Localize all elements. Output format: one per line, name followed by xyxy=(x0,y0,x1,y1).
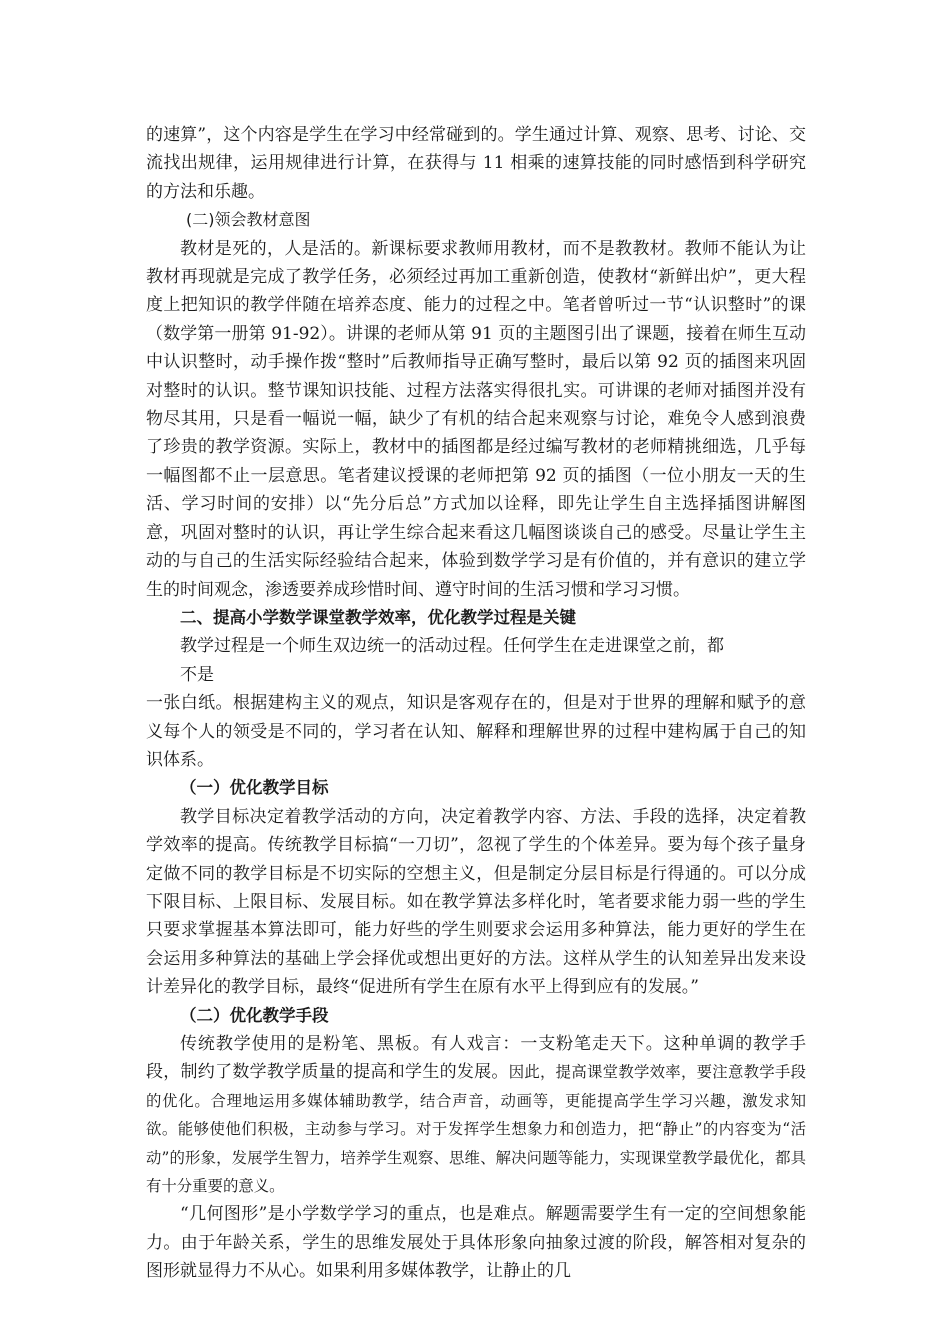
paragraph-continuation: 的速算”，这个内容是学生在学习中经常碰到的。学生通过计算、观察、思考、讨论、交流找出规律，运用规律进行计算，在获得与 11 相乘的速算技能的同时感悟到科学研究的方法和乐趣。 xyxy=(146,125,806,202)
paragraph-teaching-process-rest: 一张白纸。根据建构主义的观点，知识是客观存在的，但是对于世界的理解和赋予的意义每个人的领受是不同的，学习者在认知、解释和理解世界的过程中建构属于自己的知识体系。 xyxy=(146,693,806,770)
subheading-understand-textbook-intent: (二)领会教材意图 xyxy=(186,210,311,230)
subheading-optimize-means: （二）优化教学手段 xyxy=(180,1005,329,1025)
paragraph-optimize-means xyxy=(146,1030,806,1200)
paragraph-optimize-goals: 教学目标决定着教学活动的方向，决定着教学内容、方法、手段的选择，决定着教学效率的提高。传统教学目标搞“一刀切”，忽视了学生的个体差异。要为每个孩子量身定做不同的教学目标是不切实际的空想主义，但是制定分层目标是行得通的。可以分成下限目标、上限目标、发展目标。如在教学算法多样化时，笔者要求能力弱一些的学生只要求掌握基本算法即可，能力好些的学生则要求会运用多种算法，能力更好的学生在会运用多种算法的基础上学会择优或想出更好的方法。这样从学生的认知差异出发来设计差异化的教学目标，最终“促进所有学生在原有水平上得到应有的发展。” xyxy=(146,806,806,998)
subheading-optimize-goals: （一）优化教学目标 xyxy=(180,778,329,798)
paragraph-textbook-intent: 教材是死的，人是活的。新课标要求教师用教材，而不是教教材。教师不能认为让教材再现就是完成了教学任务，必须经过再加工重新创造，使教材“新鲜出炉”，更大程度上把知识的教学伴随在培养态度、能力的过程之中。笔者曾听过一节“认识整时”的课（数学第一册第 91-92）。讲课的老师从第 91 页的主题图引出了课题，接着在师生互动中认识整时，动手操作拨“整时”后教师指导正确写整时，最后以第 92 页的插图来巩固对整时的认识。整节课知识技能、过程方法落实得很扎实。可讲课的老师对插图并没有物尽其用，只是看一幅说一幅，缺少了有机的结合起来观察与讨论，难免令人感到浪费了珍贵的教学资源。实际上，教材中的插图都是经过编写教材的老师精挑细选，几乎每一幅图都不止一层意思。笔者建议授课的老师把第 92 页的插图（一位小朋友一天的生活、学习时间的安排）以“先分后总”方式加以诠释，即先让学生自主选择插图讲解图意，巩固对整时的认识，再让学生综合起来看这几幅图谈谈自己的感受。尽量让学生主动的与自己的生活实际经验结合起来，体验到数学学习是有价值的，并有意识的建立学生的时间观念，渗透要养成珍惜时间、遵守时间的生活习惯和学习习惯。 xyxy=(146,238,806,600)
paragraph-optimize-means-part-2: 因此，提高课堂教学效率，要注意教学手段的优化。合理地运用多媒体辅助教学，结合声音，动画等，更能提高学生学习兴趣，激发求知欲。能够使他们积极，主动参与学习。对于发挥学生想象力和创造力，把“静止”的内容变为“活动”的形象，发展学生智力，培养学生观察、思维、解决问题等能力，实现课堂教学最优化，都具有十分重要的意义。 xyxy=(146,1063,806,1196)
section-heading-2: 二、提高小学数学课堂教学效率，优化教学过程是关键 xyxy=(180,607,576,627)
paragraph-teaching-process-line-1: 教学过程是一个师生双边统一的活动过程。任何学生在走进课堂之前，都 xyxy=(180,636,724,657)
document-body xyxy=(146,121,806,1286)
paragraph-teaching-process-line-2: 不是 xyxy=(180,664,214,685)
paragraph-optimize-means-part-1: 传统教学使用的是粉笔、黑板。有人戏言：一支粉笔走天下。这种单调的教学手段，制约了数学教学质量的提高和学生的发展。 xyxy=(146,1034,806,1083)
paragraph-geometry: “几何图形”是小学数学学习的重点，也是难点。解题需要学生有一定的空间想象能力。由于年龄关系，学生的思维发展处于具体形象向抽象过渡的阶段，解答相对复杂的图形就显得力不从心。如果利用多媒体教学，让静止的几 xyxy=(146,1204,806,1282)
